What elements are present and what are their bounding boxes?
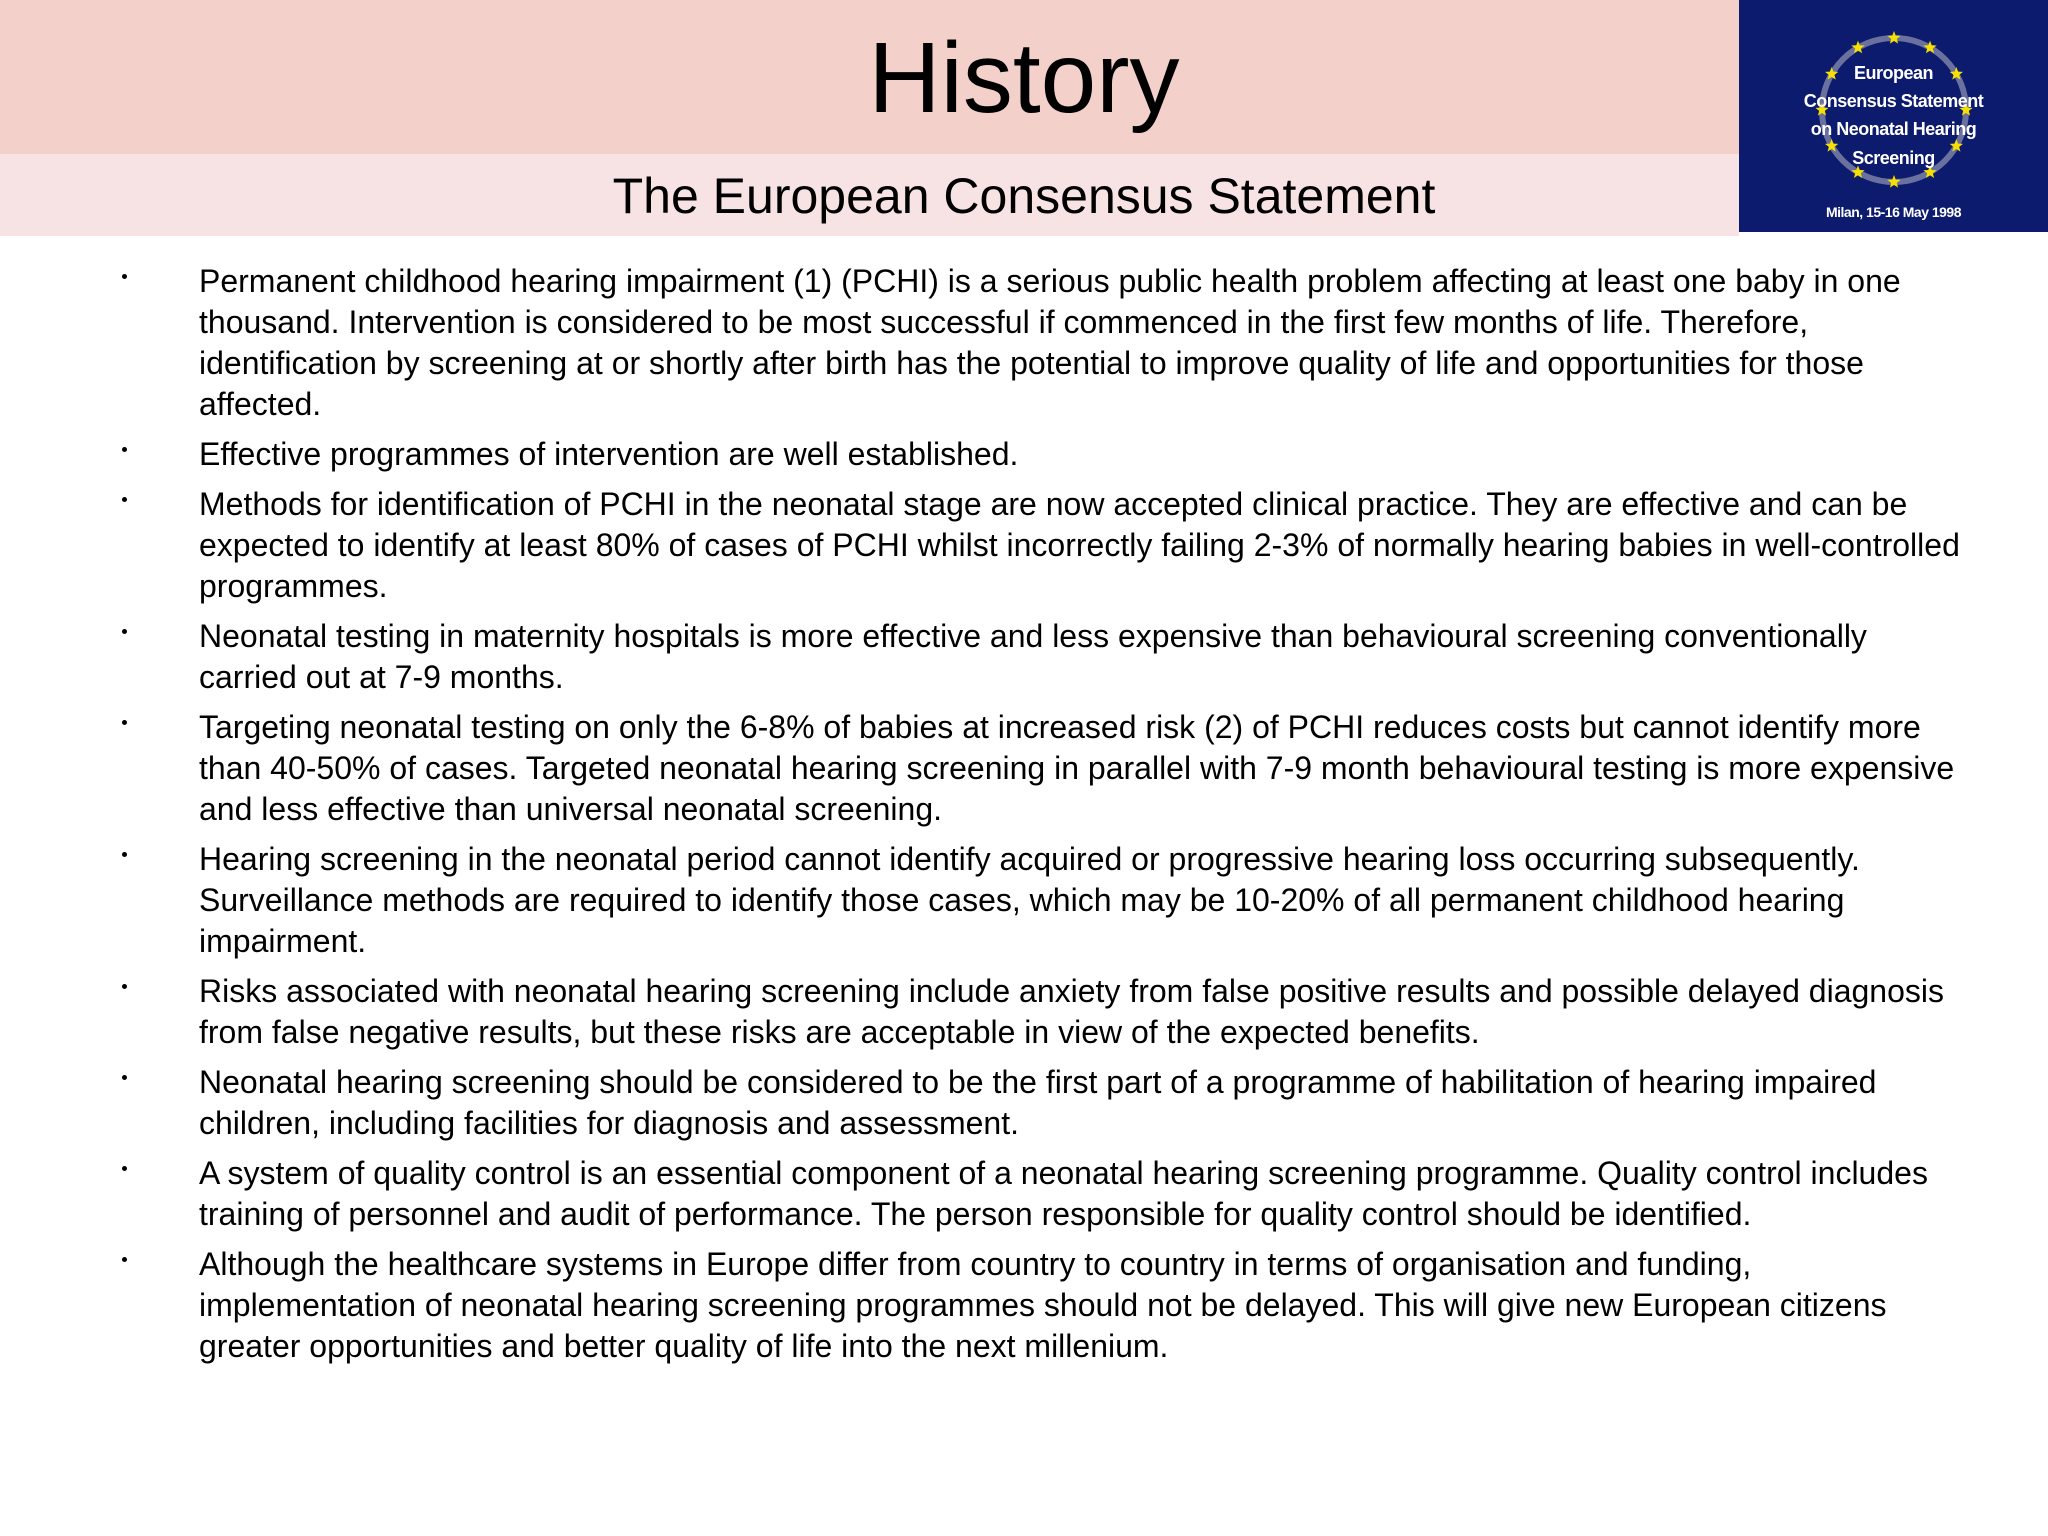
star-icon	[1887, 175, 1900, 188]
bullet-dot-icon	[122, 1075, 127, 1080]
bullet-dot-icon	[122, 274, 127, 279]
bullet-text: Risks associated with neonatal hearing screening include anxiety from false positive results and possible delayed diagnosis from false negative results, but these risks are acceptable in view of the expected benefits.	[199, 973, 1944, 1050]
page-subtitle: The European Consensus Statement	[612, 168, 1436, 224]
bullet-item	[0, 1153, 2048, 1235]
star-icon	[1887, 31, 1900, 44]
bullet-item	[0, 616, 2048, 698]
bullet-item	[0, 707, 2048, 830]
bullet-list	[0, 261, 2048, 1376]
bullet-text: Neonatal testing in maternity hospitals is more effective and less expensive than behavioural screening conventionally carried out at 7-9 months.	[199, 618, 1867, 695]
logo-line-1: European	[1853, 63, 1933, 83]
bullet-text: Methods for identification of PCHI in the neonatal stage are now accepted clinical practice. They are effective and can be expected to identify at least 80% of cases of PCHI whilst incorrectly failing 2-3% of normally hearing babies in well-controlled programmes.	[199, 486, 1960, 604]
bullet-dot-icon	[122, 629, 127, 634]
bullet-dot-icon	[122, 984, 127, 989]
bullet-item	[0, 484, 2048, 607]
bullet-text: Hearing screening in the neonatal period cannot identify acquired or progressive hearing loss occurring subsequently. Surveillance methods are required to identify those cases, which may be 10-20% of all permanent childhood hearing impairment.	[199, 841, 1860, 959]
bullet-text: Permanent childhood hearing impairment (1) (PCHI) is a serious public health problem affecting at least one baby in one thousand. Intervention is considered to be most successful if commenced in the first few months of life. Therefore, identification by screening at or shortly after birth has the potential to improve quality of life and opportunities for those affected.	[199, 263, 1901, 422]
bullet-item	[0, 971, 2048, 1053]
bullet-text: Targeting neonatal testing on only the 6-8% of babies at increased risk (2) of PCHI reduces costs but cannot identify more than 40-50% of cases. Targeted neonatal hearing screening in parallel with 7-9 month behavioural testing is more expensive and less effective than universal neonatal screening.	[199, 709, 1955, 827]
bullet-dot-icon	[122, 497, 127, 502]
bullet-item	[0, 839, 2048, 962]
logo-line-2: Consensus Statement	[1803, 91, 1984, 111]
bullet-item	[0, 434, 2048, 475]
page-title: History	[868, 22, 1180, 134]
logo-date: Milan, 15-16 May 1998	[1825, 204, 1962, 220]
logo-line-3: on Neonatal Hearing	[1810, 119, 1977, 139]
logo-line-4: Screening	[1852, 148, 1935, 168]
bullet-item	[0, 1062, 2048, 1144]
bullet-text: Effective programmes of intervention are well established.	[199, 436, 1019, 472]
bullet-item	[0, 1244, 2048, 1367]
bullet-text: A system of quality control is an essential component of a neonatal hearing screening programme. Quality control includes training of personnel and audit of performance. The person responsible for quality control should be identified.	[199, 1155, 1928, 1232]
bullet-item	[0, 261, 2048, 425]
bullet-text: Neonatal hearing screening should be considered to be the first part of a programme of habilitation of hearing impaired children, including facilities for diagnosis and assessment.	[199, 1064, 1877, 1141]
bullet-dot-icon	[122, 1166, 127, 1171]
bullet-text: Although the healthcare systems in Europe differ from country to country in terms of organisation and funding, implementation of neonatal hearing screening programmes should not be delayed. This will give new European citizens greater opportunities and better quality of life into the next millenium.	[199, 1246, 1887, 1364]
conference-logo	[1739, 0, 2048, 232]
bullet-dot-icon	[122, 1257, 127, 1262]
bullet-dot-icon	[122, 720, 127, 725]
bullet-dot-icon	[122, 447, 127, 452]
bullet-dot-icon	[122, 852, 127, 857]
eu-stars-ring-icon	[1739, 0, 2048, 232]
